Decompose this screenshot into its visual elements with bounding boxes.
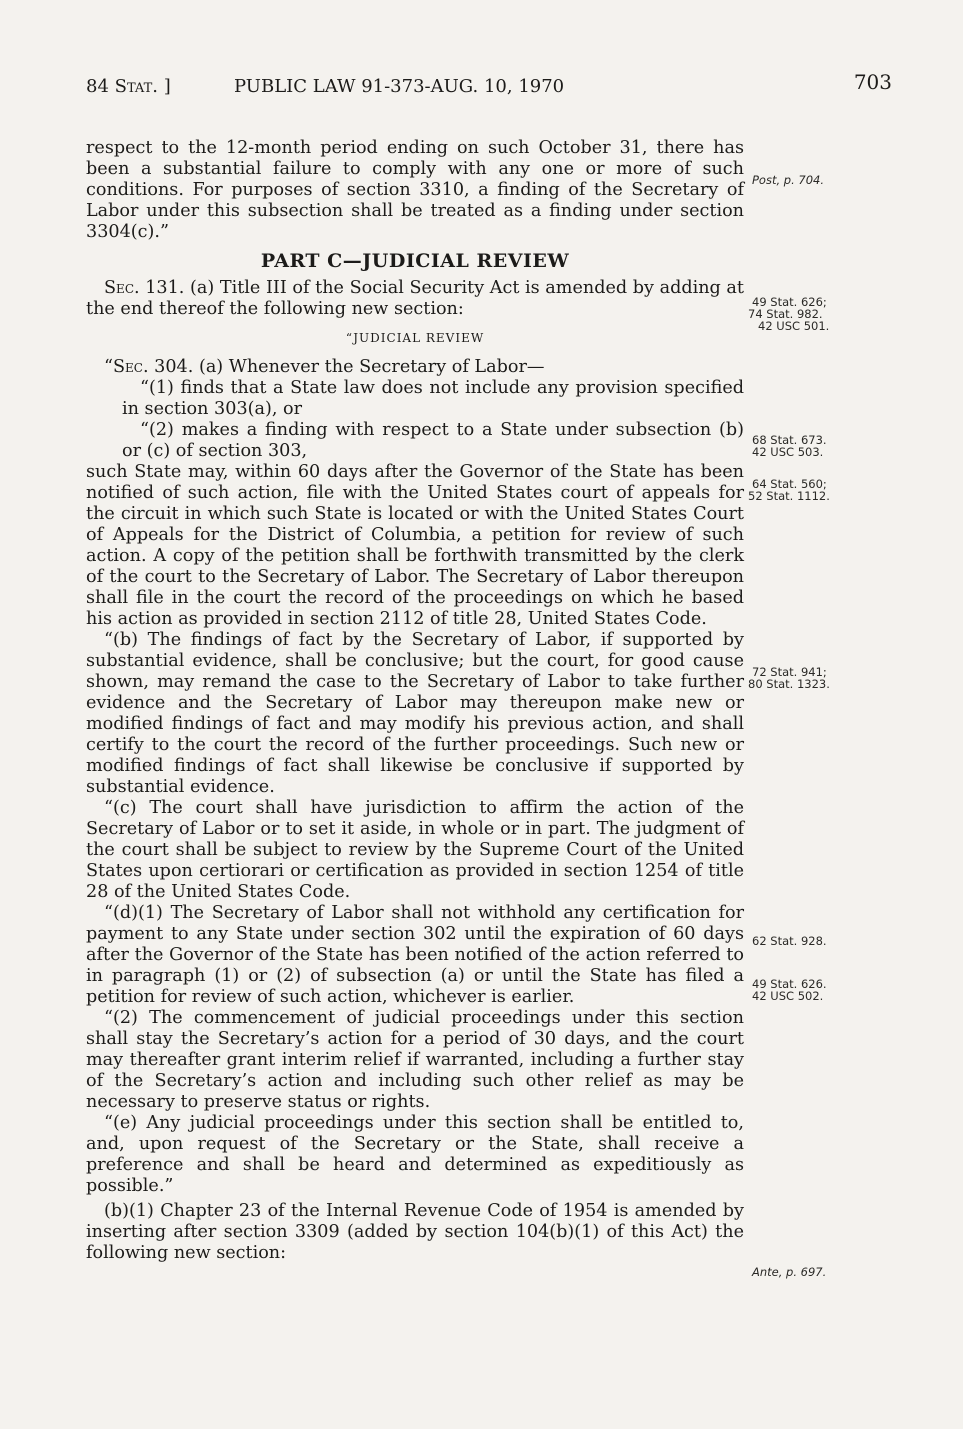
- section-text: (a) Title III of the Social Security Act is amended by adding at the end thereof the following new section:: [86, 278, 744, 319]
- stat-volume: 84 Stat. ]: [86, 76, 171, 97]
- margin-note: 68 Stat. 673. 42 USC 503.: [752, 433, 827, 459]
- paragraph-continuation: respect to the 12-month period ending on such October 31, there has been a substantial failure to comply with any one or more of such conditions. For purposes of section 3310, a finding of the Secretary of Labor under this subsection shall be treated as a finding under section 3304(c).”: [86, 138, 744, 242]
- margin-note: 49 Stat. 626. 42 USC 502.: [752, 977, 827, 1003]
- margin-note: 64 Stat. 560; 52 Stat. 1112.: [748, 477, 830, 503]
- section-text: (a) Whenever the Secretary of Labor—: [193, 357, 545, 377]
- margin-note: 72 Stat. 941; 80 Stat. 1323.: [748, 665, 830, 691]
- item-1: “(1) finds that a State law does not include any provision specified in section 303(a), or: [122, 378, 744, 419]
- margin-note: Ante, p. 697.: [752, 1265, 827, 1279]
- paragraph-d2: “(2) The commencement of judicial proceedings under this section shall stay the Secretary’s action for a period of 30 days, and the court may thereafter grant interim relief if warranted, including a further stay of the Secretary’s action and including such other relief as may be necessary to preserve status or rights.: [86, 1008, 744, 1112]
- running-title: PUBLIC LAW 91-373-AUG. 10, 1970: [234, 76, 565, 97]
- paragraph-e: “(e) Any judicial proceedings under this section shall be entitled to, and, upon request of the Secretary or the State, shall receive a preference and shall be heard and determined as expeditiously as possible.”: [86, 1113, 744, 1196]
- margin-note: 62 Stat. 928.: [752, 934, 827, 948]
- margin-note: Post, p. 704.: [752, 173, 824, 187]
- paragraph-such-state: such State may, within 60 days after the Governor of the State has been notified of such action, file with the United States court of appeals for the circuit in which such State is located or with the United States Court of Appeals for the District of Columbia, a petition for review of such action. A copy of the petition shall be forthwith transmitted by the clerk of the court to the Secretary of Labor. The Secretary of Labor thereupon shall file in the court the record of the proceedings on which he based his action as provided in section 2112 of title 28, United States Code.: [86, 462, 744, 629]
- page-number: 703: [853, 70, 892, 94]
- page-header: [86, 70, 892, 104]
- judicial-review-heading: “JUDICIAL REVIEW: [345, 331, 485, 345]
- paragraph-b1: (b)(1) Chapter 23 of the Internal Revenue Code of 1954 is amended by inserting after section 3309 (added by section 104(b)(1) of this Act) the following new section:: [86, 1201, 744, 1263]
- section-131: [86, 278, 744, 320]
- part-heading: PART C—JUDICIAL REVIEW: [260, 250, 570, 272]
- section-label: “Sec. 304.: [104, 357, 194, 377]
- paragraph-d1: “(d)(1) The Secretary of Labor shall not withhold any certification for payment to any State under section 302 until the expiration of 60 days after the Governor of the State has been notified of the action referred to in paragraph (1) or (2) of subsection (a) or until the State has filed a petition for review of such action, whichever is earlier.: [86, 903, 744, 1007]
- paragraph-c: “(c) The court shall have jurisdiction to affirm the action of the Secretary of Labor or to set it aside, in whole or in part. The judgment of the court shall be subject to review by the Supreme Court of the United States upon certiorari or certification as provided in section 1254 of title 28 of the United States Code.: [86, 798, 744, 902]
- paragraph-b: “(b) The findings of fact by the Secretary of Labor, if supported by substantial evidence, shall be conclusive; but the court, for good cause shown, may remand the case to the Secretary of Labor to take further evidence and the Secretary of Labor may thereupon make new or modified findings of fact and may modify his previous action, and shall certify to the court the record of the further proceedings. Such new or modified findings of fact shall likewise be conclusive if supported by substantial evidence.: [86, 630, 744, 797]
- section-label: Sec. 131.: [104, 278, 185, 298]
- margin-note: 49 Stat. 626; 74 Stat. 982. 42 USC 501.: [748, 295, 830, 333]
- section-304-intro: [86, 357, 744, 378]
- item-2: “(2) makes a finding with respect to a State under subsection (b) or (c) of section 303,: [122, 420, 744, 461]
- page-body: [86, 138, 744, 1264]
